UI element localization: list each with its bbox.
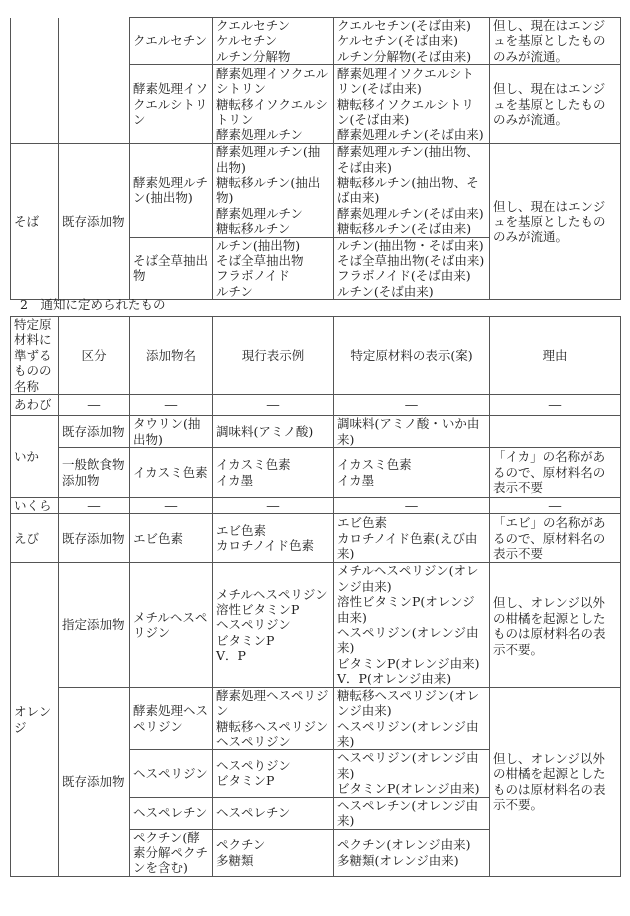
reason: 但し、現在はエンジュを基原としたもののみが流通。 xyxy=(490,18,621,65)
reason-empty xyxy=(490,416,621,448)
header-additive: 添加物名 xyxy=(130,317,213,395)
additive-name: ペクチン(酵素分解ペクチンを含む) xyxy=(130,829,213,876)
proposed-label: イカスミ色素 イカ墨 xyxy=(334,448,490,498)
reason: 但し、オレンジ以外の柑橘を起源としたものは原材料名の表示不要。 xyxy=(490,687,621,876)
additive-name: 酵素処理ヘスペリジン xyxy=(130,687,213,750)
dash: ― xyxy=(59,498,130,514)
category: 指定添加物 xyxy=(59,563,130,687)
additive-name: タウリン(抽出物) xyxy=(130,416,213,448)
table-row xyxy=(11,448,621,498)
current-label: ヘスペりジン ビタミンP xyxy=(213,750,334,797)
material-name: あわび xyxy=(11,395,59,416)
dash: ― xyxy=(213,395,334,416)
soba-additives-table xyxy=(10,17,621,300)
dash: ― xyxy=(130,498,213,514)
additive-name: ヘスペレチン xyxy=(130,797,213,829)
table-row xyxy=(11,498,621,514)
dash: ― xyxy=(130,395,213,416)
reason: 「イカ」の名称があるので、原材料名の表示不要 xyxy=(490,448,621,498)
section-caption: 2 通知に定められたもの xyxy=(20,297,166,312)
material-name: オレンジ xyxy=(11,563,59,876)
header-reason: 理由 xyxy=(490,317,621,395)
current-label: ペクチン 多糖類 xyxy=(213,829,334,876)
category: 既存添加物 xyxy=(59,514,130,563)
additive-name: 酵素処理ルチン(抽出物) xyxy=(130,144,213,237)
table-row xyxy=(11,514,621,563)
table-row xyxy=(11,687,621,750)
category: 一般飲食物添加物 xyxy=(59,448,130,498)
additive-name: 酵素処理イソクエルシトリン xyxy=(130,65,213,144)
header-row xyxy=(11,317,621,395)
current-label: クエルセチン ケルセチン ルチン分解物 xyxy=(213,18,334,65)
notified-materials-table xyxy=(10,316,621,877)
proposed-label: ルチン(抽出物・そば由来) そば全草抽出物(そば由来) フラボノイド(そば由来) ルチン(そば由来) xyxy=(334,237,490,300)
reason: 但し、オレンジ以外の柑橘を起源としたものは原材料名の表示不要。 xyxy=(490,563,621,687)
proposed-label: エビ色素 カロチノイド色素(えび由来) xyxy=(334,514,490,563)
header-current: 現行表示例 xyxy=(213,317,334,395)
current-label: 酵素処理ルチン(抽出物) 糖転移ルチン(抽出物) 酵素処理ルチン 糖転移ルチン xyxy=(213,144,334,237)
header-category: 区分 xyxy=(59,317,130,395)
additive-name: エビ色素 xyxy=(130,514,213,563)
proposed-label: ペクチン(オレンジ由来) 多糖類(オレンジ由来) xyxy=(334,829,490,876)
material-name: そば xyxy=(11,144,59,300)
dash: ― xyxy=(213,498,334,514)
table-row xyxy=(11,18,621,65)
current-label: 酵素処理ヘスペリジン 糖転移ヘスペリジン ヘスペリジン xyxy=(213,687,334,750)
reason: 但し、現在はエンジュを基原としたもののみが流通。 xyxy=(490,65,621,144)
dash: ― xyxy=(334,498,490,514)
proposed-label: メチルヘスペリジン(オレンジ由来) 溶性ビタミンP(オレンジ由来) ヘスペリジン(オレンジ由来) ビタミンP(オレンジ由来) V．P(オレンジ由来) xyxy=(334,563,490,687)
current-label: エビ色素 カロチノイド色素 xyxy=(213,514,334,563)
reason: 但し、現在はエンジュを基原としたもののみが流通。 xyxy=(490,144,621,300)
header-proposed: 特定原材料の表示(案) xyxy=(334,317,490,395)
proposed-label: ヘスペレチン(オレンジ由来) xyxy=(334,797,490,829)
dash: ― xyxy=(59,395,130,416)
header-material: 特定原材料に準ずるものの名称 xyxy=(11,317,59,395)
current-label: ヘスペレチン xyxy=(213,797,334,829)
category: 既存添加物 xyxy=(59,687,130,876)
table-row xyxy=(11,563,621,687)
additive-name: そば全草抽出物 xyxy=(130,237,213,300)
dash: ― xyxy=(334,395,490,416)
table-row xyxy=(11,395,621,416)
material-name: いか xyxy=(11,416,59,498)
current-label: ルチン(抽出物) そば全草抽出物 フラボノイド ルチン xyxy=(213,237,334,300)
material-cell-continued xyxy=(11,18,59,144)
proposed-label: 糖転移ヘスペリジン(オレンジ由来) ヘスペリジン(オレンジ由来) xyxy=(334,687,490,750)
additive-name: ヘスペリジン xyxy=(130,750,213,797)
proposed-label: 酵素処理イソクエルシトリン(そば由来) 糖転移イソクエルシトリン(そば由来) 酵素処理ルチン(そば由来) xyxy=(334,65,490,144)
current-label: メチルヘスペリジン 溶性ビタミンP ヘスペリジン ビタミンP V．P xyxy=(213,563,334,687)
category: 既存添加物 xyxy=(59,416,130,448)
proposed-label: 調味料(アミノ酸・いか由来) xyxy=(334,416,490,448)
category-cell-continued xyxy=(59,18,130,144)
reason: 「エビ」の名称があるので、原材料名の表示不要 xyxy=(490,514,621,563)
category: 既存添加物 xyxy=(59,144,130,300)
material-name: えび xyxy=(11,514,59,563)
table-row xyxy=(11,416,621,448)
dash: ― xyxy=(490,498,621,514)
proposed-label: ヘスペリジン(オレンジ由来) ビタミンP(オレンジ由来) xyxy=(334,750,490,797)
additive-name: イカスミ色素 xyxy=(130,448,213,498)
proposed-label: 酵素処理ルチン(抽出物、そば由来) 糖転移ルチン(抽出物、そば由来) 酵素処理ルチン(そば由来) 糖転移ルチン(そば由来) xyxy=(334,144,490,237)
material-name: いくら xyxy=(11,498,59,514)
additive-name: クエルセチン xyxy=(130,18,213,65)
current-label: 酵素処理イソクエルシトリン 糖転移イソクエルシトリン 酵素処理ルチン xyxy=(213,65,334,144)
additive-name: メチルヘスペリジン xyxy=(130,563,213,687)
current-label: 調味料(アミノ酸) xyxy=(213,416,334,448)
table-row xyxy=(11,144,621,237)
current-label: イカスミ色素 イカ墨 xyxy=(213,448,334,498)
dash: ― xyxy=(490,395,621,416)
proposed-label: クエルセチン(そば由来) ケルセチン(そば由来) ルチン分解物(そば由来) xyxy=(334,18,490,65)
